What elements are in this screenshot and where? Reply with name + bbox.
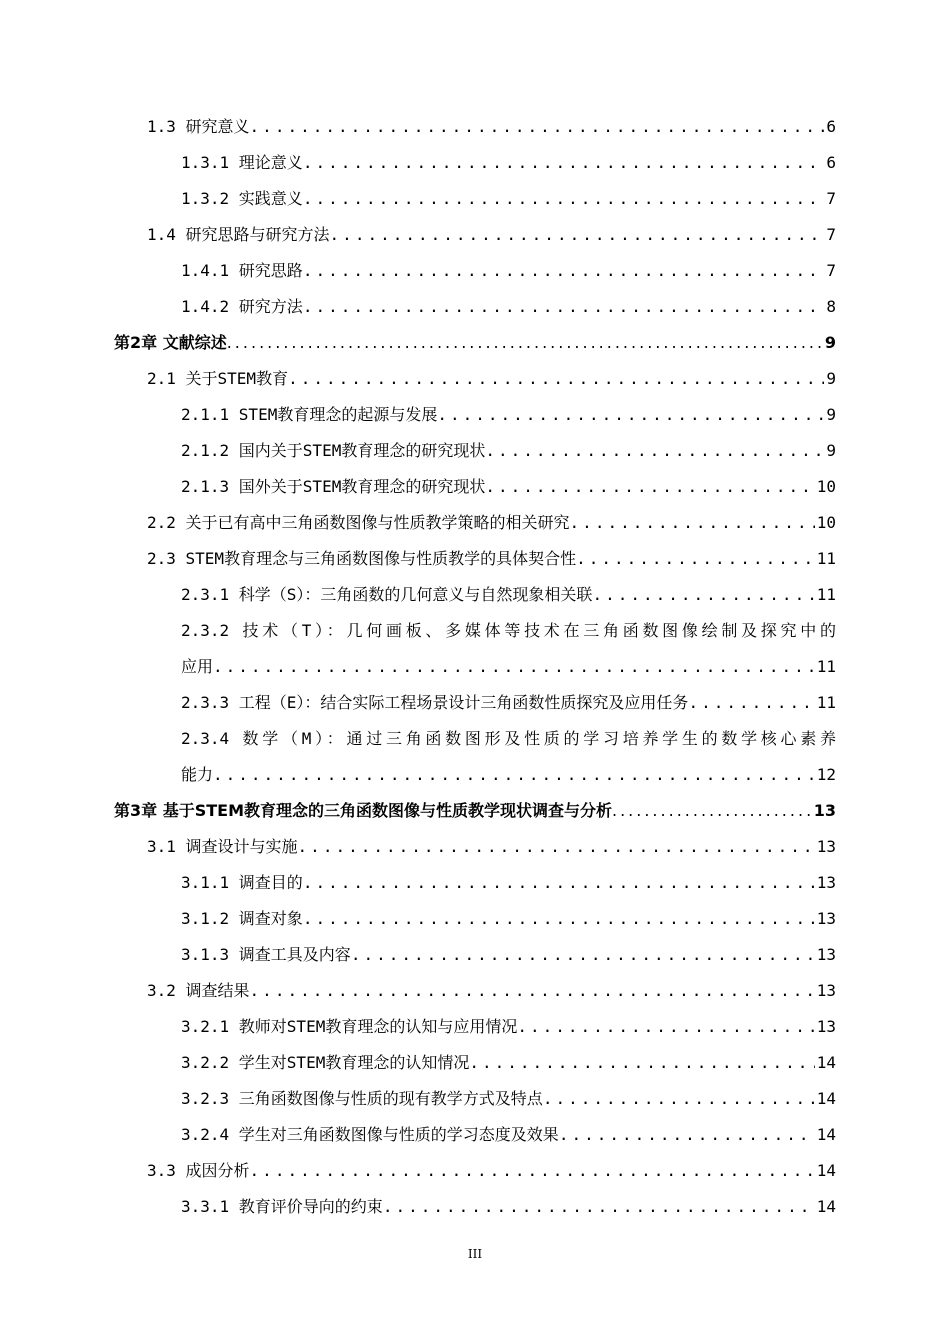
toc-entry (0, 505, 950, 541)
toc-entry-title: 3.3.1 教育评价导向的约束 (181, 1197, 383, 1216)
toc-leader-dots (227, 325, 823, 361)
toc-leader-dots (351, 937, 815, 973)
toc-entry (0, 217, 950, 253)
toc-entry-page: 11 (816, 585, 836, 604)
toc-entry-title: 2.3 STEM教育理念与三角函数图像与性质教学的具体契合性 (147, 549, 577, 568)
toc-entry-page: 14 (816, 1161, 836, 1180)
toc-leader-dots (485, 469, 814, 505)
toc-leader-dots (559, 1117, 815, 1153)
toc-entry (0, 253, 950, 289)
toc-entry-title: 2.1.2 国内关于STEM教育理念的研究现状 (181, 441, 486, 460)
toc-entry-page: 7 (826, 225, 836, 244)
toc-entry-page: 12 (816, 765, 836, 784)
toc-entry-title: 1.3 研究意义 (147, 117, 250, 136)
toc-entry (0, 865, 950, 901)
toc-entry (0, 1153, 950, 1189)
toc-entry-page: 14 (816, 1125, 836, 1144)
toc-entry-title: 第3章 基于STEM教育理念的三角函数图像与性质教学现状调查与分析 (114, 801, 612, 820)
toc-leader-dots (592, 577, 814, 613)
toc-entry (0, 289, 950, 325)
toc-leader-dots (298, 829, 815, 865)
toc-entry (0, 577, 950, 613)
toc-entry (0, 397, 950, 433)
toc-leader-dots (570, 505, 815, 541)
toc-entry-title: 3.2 调查结果 (147, 981, 250, 1000)
toc-entry-title: 应用 (181, 657, 214, 676)
toc-entry-title: 2.1 关于STEM教育 (147, 369, 289, 388)
page-number: III (467, 1247, 483, 1261)
toc-entry (0, 613, 950, 649)
toc-entry-title: 3.2.4 学生对三角函数图像与性质的学习态度及效果 (181, 1125, 559, 1144)
toc-entry-page: 13 (816, 981, 836, 1000)
toc-entry-title: 2.3.3 工程（E）：结合实际工程场景设计三角函数性质探究及应用任务 (181, 693, 689, 712)
toc-entry-page: 14 (816, 1089, 836, 1108)
toc-entry-title: 3.1.3 调查工具及内容 (181, 945, 351, 964)
toc-leader-dots (688, 685, 814, 721)
toc-leader-dots (213, 757, 815, 793)
toc-leader-dots (469, 1045, 814, 1081)
toc-entry (0, 757, 950, 793)
toc-leader-dots (303, 865, 815, 901)
toc-entry-title: 1.3.1 理论意义 (181, 153, 303, 172)
toc-entry (0, 1117, 950, 1153)
toc-entry (0, 901, 950, 937)
toc-entry-title: 2.3.1 科学（S）：三角函数的几何意义与自然现象相关联 (181, 585, 593, 604)
toc-entry (0, 1009, 950, 1045)
toc-entry (0, 1081, 950, 1117)
toc-leader-dots (303, 901, 815, 937)
toc-leader-dots (250, 973, 815, 1009)
toc-entry (0, 181, 950, 217)
toc-entry-page: 14 (816, 1053, 836, 1072)
toc-entry (0, 361, 950, 397)
toc-entry-page: 13 (816, 909, 836, 928)
toc-entry-title: 3.1.1 调查目的 (181, 873, 303, 892)
toc-leader-dots (576, 541, 815, 577)
toc-entry (0, 433, 950, 469)
toc-entry-page: 13 (816, 1017, 836, 1036)
toc-entry-title: 3.3 成因分析 (147, 1161, 250, 1180)
toc-entry-title: 第2章 文献综述 (114, 333, 227, 352)
toc-entry-title: 3.2.2 学生对STEM教育理念的认知情况 (181, 1053, 470, 1072)
toc-entry-page: 13 (816, 873, 836, 892)
toc-entry-page: 11 (816, 693, 836, 712)
toc-leader-dots (437, 397, 824, 433)
toc-entry-title: 2.3.4 数学（M）：通过三角函数图形及性质的学习培养学生的数学核心素养 (181, 729, 836, 748)
toc-entry-page: 10 (816, 513, 836, 532)
toc-entry (0, 649, 950, 685)
toc-entry (0, 109, 950, 145)
toc-leader-dots (250, 1153, 815, 1189)
toc-leader-dots (303, 181, 825, 217)
toc-entry-page: 9 (826, 405, 836, 424)
toc-entry-page: 7 (826, 261, 836, 280)
toc-entry-title: 3.1 调查设计与实施 (147, 837, 298, 856)
toc-leader-dots (213, 649, 815, 685)
toc-entry-title: 2.3.2 技术（T）：几何画板、多媒体等技术在三角函数图像绘制及探究中的 (181, 621, 836, 640)
table-of-contents (0, 109, 950, 1225)
toc-entry (0, 937, 950, 973)
toc-entry-page: 8 (826, 297, 836, 316)
toc-leader-dots (303, 253, 825, 289)
toc-entry-page: 13 (813, 801, 836, 820)
toc-entry (0, 1189, 950, 1225)
toc-entry-page: 14 (816, 1197, 836, 1216)
toc-leader-dots (383, 1189, 815, 1225)
toc-entry-page: 9 (824, 333, 836, 352)
toc-entry-title: 1.4 研究思路与研究方法 (147, 225, 330, 244)
toc-leader-dots (288, 361, 824, 397)
toc-entry-page: 10 (816, 477, 836, 496)
toc-entry-page: 7 (826, 189, 836, 208)
toc-entry (0, 721, 950, 757)
toc-entry-page: 6 (826, 117, 836, 136)
toc-entry (0, 325, 950, 361)
toc-entry-title: 3.1.2 调查对象 (181, 909, 303, 928)
toc-leader-dots (612, 793, 812, 829)
toc-entry-title: 1.3.2 实践意义 (181, 189, 303, 208)
toc-entry (0, 1045, 950, 1081)
toc-entry-page: 9 (826, 441, 836, 460)
toc-entry (0, 973, 950, 1009)
toc-entry-page: 6 (826, 153, 836, 172)
toc-entry-title: 1.4.1 研究思路 (181, 261, 303, 280)
toc-entry-title: 2.1.1 STEM教育理念的起源与发展 (181, 405, 438, 424)
toc-leader-dots (303, 289, 825, 325)
toc-leader-dots (330, 217, 825, 253)
toc-entry (0, 793, 950, 829)
toc-entry-title: 3.2.3 三角函数图像与性质的现有教学方式及特点 (181, 1089, 543, 1108)
toc-entry-page: 9 (826, 369, 836, 388)
toc-entry-title: 3.2.1 教师对STEM教育理念的认知与应用情况 (181, 1017, 518, 1036)
toc-entry-page: 13 (816, 837, 836, 856)
toc-leader-dots (517, 1009, 814, 1045)
toc-entry (0, 829, 950, 865)
toc-entry-page: 11 (816, 549, 836, 568)
toc-leader-dots (543, 1081, 815, 1117)
toc-entry-title: 2.2 关于已有高中三角函数图像与性质教学策略的相关研究 (147, 513, 570, 532)
toc-entry (0, 145, 950, 181)
toc-leader-dots (303, 145, 825, 181)
toc-leader-dots (485, 433, 824, 469)
toc-entry (0, 469, 950, 505)
toc-entry-title: 1.4.2 研究方法 (181, 297, 303, 316)
toc-leader-dots (250, 109, 825, 145)
toc-entry (0, 541, 950, 577)
toc-entry-page: 11 (816, 657, 836, 676)
toc-entry (0, 685, 950, 721)
toc-entry-page: 13 (816, 945, 836, 964)
toc-entry-title: 能力 (181, 765, 214, 784)
toc-entry-title: 2.1.3 国外关于STEM教育理念的研究现状 (181, 477, 486, 496)
